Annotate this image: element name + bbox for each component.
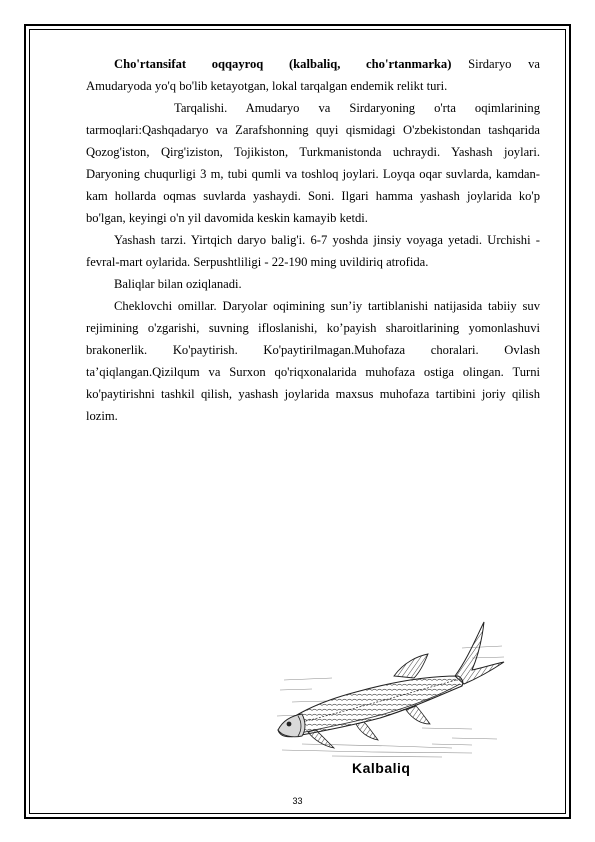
page-number: 33 [292, 796, 303, 806]
intro-text: Sirdaryo va Amudaryoda yo'q bo'lib ketayotgan, lokal tarqalgan endemik relikt turi. [86, 57, 540, 93]
paragraph-intro [86, 53, 540, 97]
fish-icon [272, 618, 508, 760]
paragraph-lifestyle: Yashash tarzi. Yirtqich daryo balig'i. 6-7 yoshda jinsiy voyaga yetadi. Urchishi - fevral-mart oylarida. Serpushtliligi - 22-190 ming uvildiriq atrofida. [86, 233, 540, 269]
paragraph-limiting-factors: Cheklovchi omillar. Daryolar oqimining sun’iy tartiblanishi natijasida tabiiy suv rejimining o'zgarishi, suvning ifloslanishi, ko’payish sharoitlarining yomonlashuvi brakonerlik. Ko'paytirish. Ko'paytirilmagan.Muhofaza choralari. Ovlash ta’qiqlangan.Qizilqum va Surxon qo'riqxonalarida muhofaza ostiga olingan. Turni ko'paytirishni tashkil qilish, yashash joylarida maxsus muhofaza tartibini joriy qilish lozim. [86, 299, 540, 423]
figure-caption: Kalbaliq [352, 760, 411, 776]
paragraph-distribution: Tarqalishi. Amudaryo va Sirdaryoning o'rta oqimlarining tarmoqlari:Qashqadaryo va Zarafshonning quyi qismidagi O'zbekistondan tashqarida Qozog'iston, Qirg'iziston, Tojikiston, Turkmanistonda uchraydi. Yashash joylari. Daryoning chuqurligi 3 m, tubi qumli va toshloq joylari. Loyqa oqar suvlarda, kamdan-kam hollarda oqmas suvlarda yashaydi. Soni. Ilgari hamma yashash joylarida ko'p bo'lgan, keyingi o'n yil davomida keskin kamayib ketdi. [86, 101, 540, 225]
document-body [86, 53, 540, 427]
species-heading: Cho'rtansifat oqqayroq (kalbaliq, cho'rtanmarka) [114, 57, 452, 71]
fish-illustration [272, 618, 508, 760]
paragraph-feeding: Baliqlar bilan oziqlanadi. [114, 277, 242, 291]
